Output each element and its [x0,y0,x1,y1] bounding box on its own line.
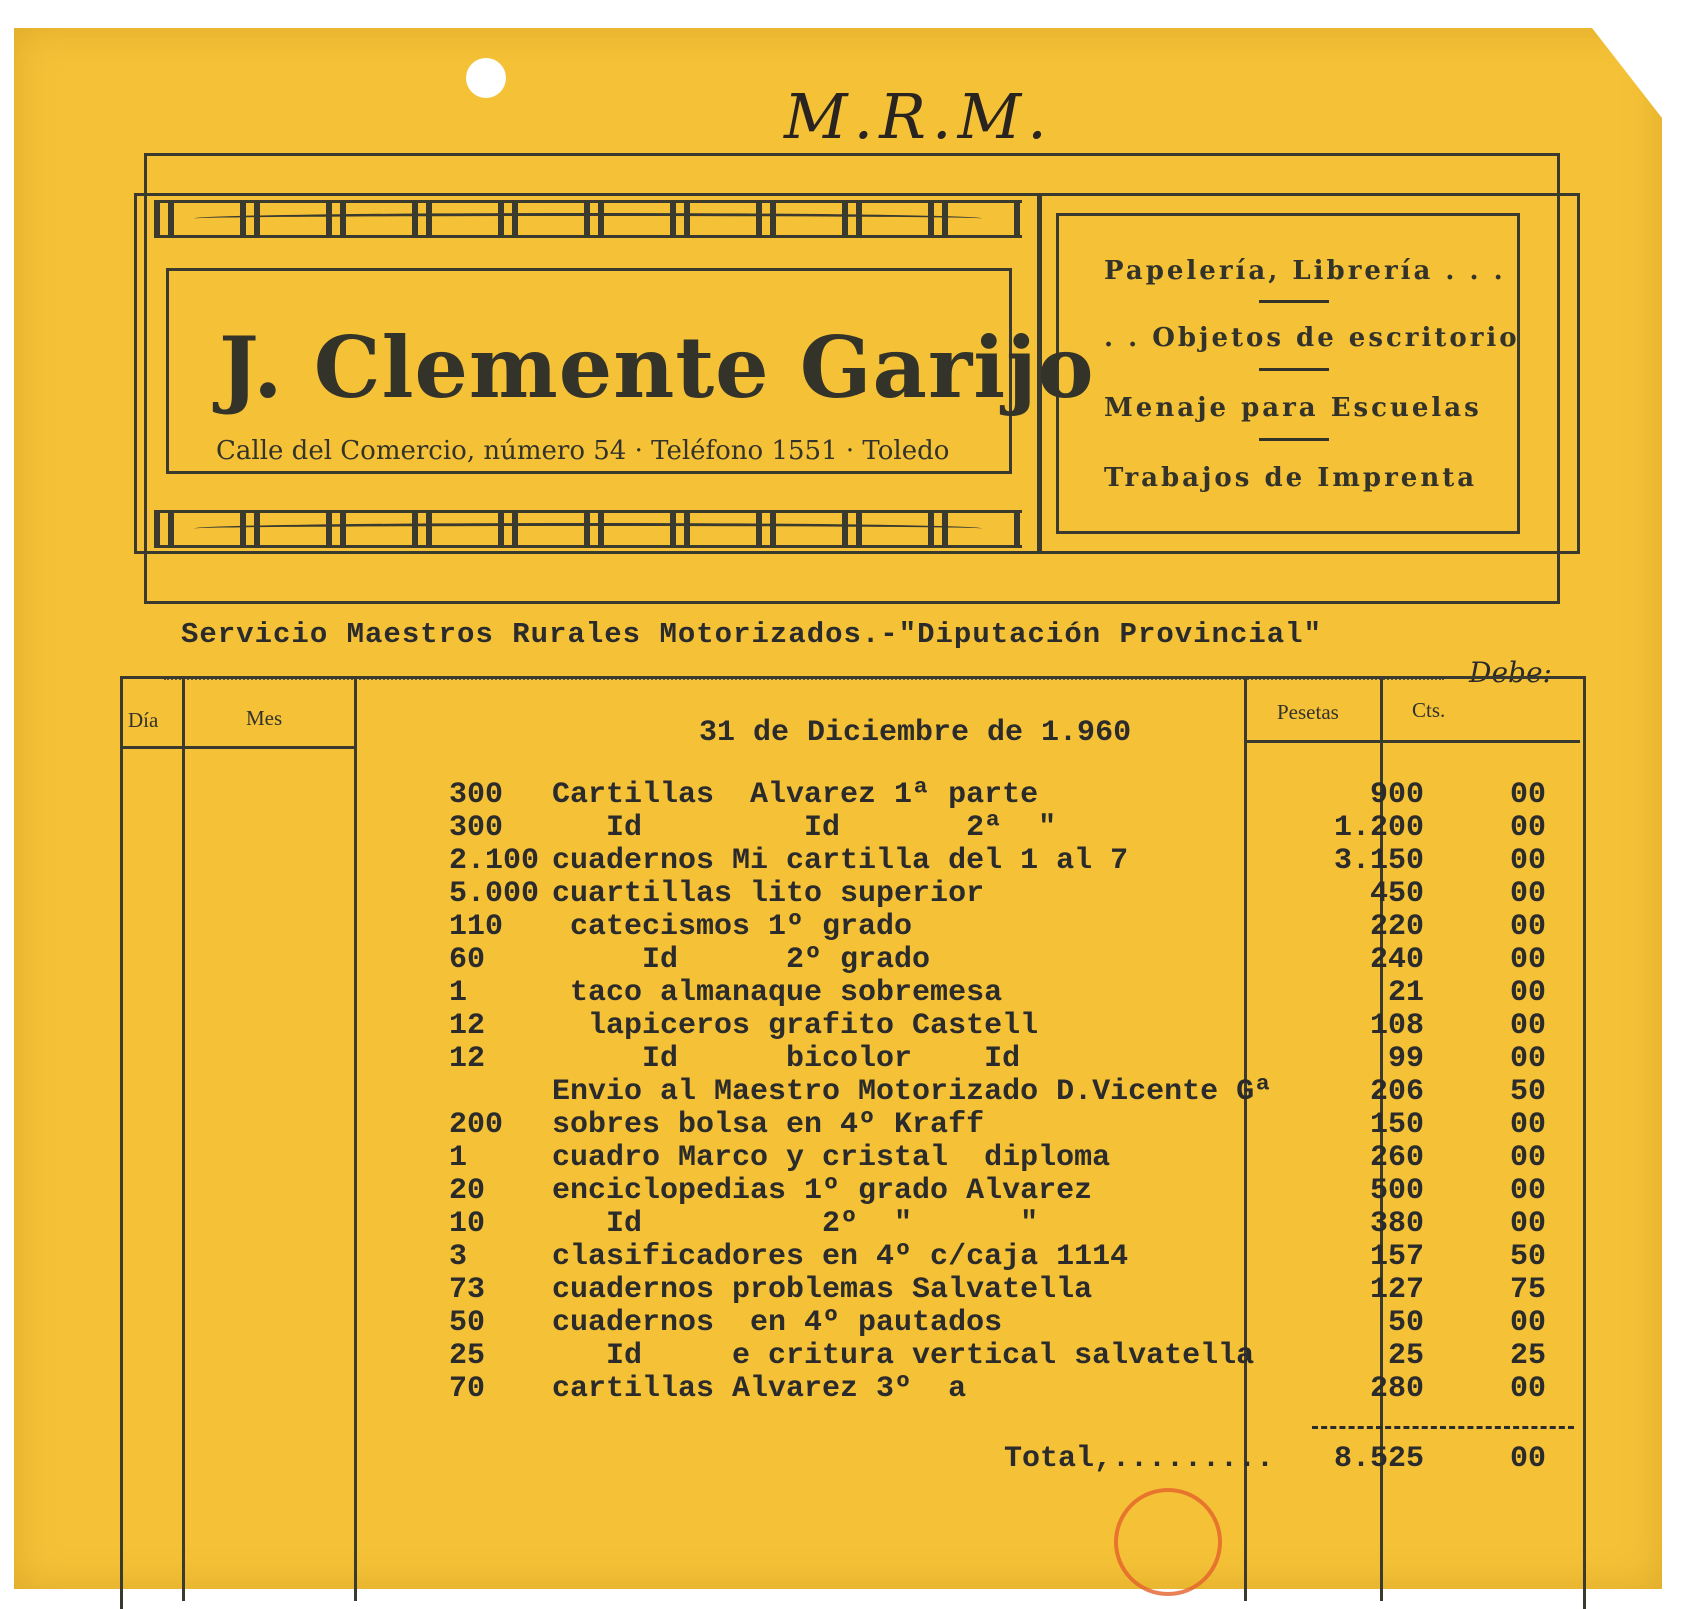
line-item [14,1009,1662,1041]
line-item [14,811,1662,843]
line-item-pesetas: 108 [1369,1009,1424,1043]
line-item-quantity: 1 [449,1141,468,1175]
line-item [14,1108,1662,1140]
line-item-pesetas: 3.150 [1333,844,1424,878]
total-label: Total,......... [1004,1442,1275,1476]
line-item-description: Id 2º " " [552,1207,1039,1241]
line-item-pesetas: 280 [1369,1372,1424,1406]
line-item [14,1240,1662,1272]
line-item-cts: 50 [1510,1075,1547,1109]
line-item-cts: 00 [1510,1141,1547,1175]
ornamental-border-top [154,200,1022,238]
line-item [14,877,1662,909]
line-item-cts: 00 [1510,877,1547,911]
line-item [14,1174,1662,1206]
service-line-2: . . Objetos de escritorio [1104,323,1520,353]
line-item-quantity: 3 [449,1240,468,1274]
line-item-description: clasificadores en 4º c/caja 1114 [552,1240,1129,1274]
line-item-description: Id bicolor Id [552,1042,1021,1076]
service-line-3: Menaje para Escuelas [1104,393,1482,423]
total-row [14,1442,1662,1474]
line-item-cts: 00 [1510,910,1547,944]
line-item-quantity: 300 [449,778,504,812]
line-item-pesetas: 206 [1369,1075,1424,1109]
line-item [14,943,1662,975]
line-item-cts: 00 [1510,1372,1547,1406]
line-item [14,1273,1662,1305]
line-item-pesetas: 1.200 [1333,811,1424,845]
client-name: Servicio Maestros Rurales Motorizados.-"Diputación Provincial" [181,618,1322,651]
ornamental-border-bottom [154,510,1022,548]
line-item-cts: 00 [1510,976,1547,1010]
line-item-quantity: 200 [449,1108,504,1142]
total-pesetas: 8.525 [1333,1442,1424,1476]
line-item-description: Id 2º grado [552,943,931,977]
service-line-1: Papelería, Librería . . . [1104,256,1506,286]
line-item-description: cuadernos en 4º pautados [552,1306,1003,1340]
line-item-pesetas: 157 [1369,1240,1424,1274]
line-item-quantity: 10 [449,1207,486,1241]
line-item-quantity: 70 [449,1372,486,1406]
line-item-description: cuadernos problemas Salvatella [552,1273,1093,1307]
line-item-pesetas: 220 [1369,910,1424,944]
line-item [14,1306,1662,1338]
column-header-pesetas: Pesetas [1277,700,1339,724]
line-item-quantity: 300 [449,811,504,845]
line-item [14,1042,1662,1074]
line-item [14,1075,1662,1107]
line-item-cts: 00 [1510,1306,1547,1340]
line-item-pesetas: 380 [1369,1207,1424,1241]
line-item-cts: 00 [1510,1009,1547,1043]
line-item [14,1141,1662,1173]
line-item-description: Cartillas Alvarez 1ª parte [552,778,1039,812]
total-rule [1312,1426,1574,1429]
column-header-mes: Mes [246,706,283,730]
line-item-pesetas: 500 [1369,1174,1424,1208]
paid-stamp-circle [1114,1488,1222,1596]
line-item-pesetas: 50 [1387,1306,1424,1340]
debe-label: Debe: [1469,656,1552,689]
line-item-description: catecismos 1º grado [552,910,913,944]
header-rule-right [1244,740,1580,743]
line-item-quantity: 50 [449,1306,486,1340]
company-address: Calle del Comercio, número 54 · Teléfono 1551 · Toledo [216,436,950,466]
line-item-cts: 75 [1510,1273,1547,1307]
line-item-quantity: 12 [449,1009,486,1043]
line-item-quantity: 25 [449,1339,486,1373]
line-item-pesetas: 450 [1369,877,1424,911]
company-name: J. Clemente Garijo [219,318,1095,417]
line-item-description: lapiceros grafito Castell [552,1009,1039,1043]
line-item-description: Id e critura vertical salvatella [552,1339,1255,1373]
invoice-paper [14,28,1662,1589]
line-item-cts: 00 [1510,1207,1547,1241]
line-item-pesetas: 127 [1369,1273,1424,1307]
line-item-quantity: 73 [449,1273,486,1307]
line-item [14,1207,1662,1239]
total-cts: 00 [1510,1442,1547,1476]
invoice-date: 31 de Diciembre de 1.960 [699,716,1132,750]
line-item-description: cuadernos Mi cartilla del 1 al 7 [552,844,1129,878]
line-item-cts: 50 [1510,1240,1547,1274]
service-line-4: Trabajos de Imprenta [1104,463,1478,493]
line-item [14,778,1662,810]
line-item-description: Envio al Maestro Motorizado D.Vicente Gª [552,1075,1273,1109]
line-item-cts: 00 [1510,943,1547,977]
line-item-quantity: 2.100 [449,844,540,878]
line-item [14,976,1662,1008]
line-item [14,844,1662,876]
line-item-quantity: 1 [449,976,468,1010]
line-item-pesetas: 150 [1369,1108,1424,1142]
line-item-cts: 00 [1510,811,1547,845]
line-item-cts: 00 [1510,778,1547,812]
line-item-cts: 00 [1510,1108,1547,1142]
torn-corner [1592,28,1662,118]
line-item-description: enciclopedias 1º grado Alvarez [552,1174,1093,1208]
line-item-quantity: 110 [449,910,504,944]
line-item [14,1339,1662,1371]
header-rule-left [120,746,357,749]
line-item-pesetas: 900 [1369,778,1424,812]
line-item-cts: 00 [1510,844,1547,878]
handwritten-annotation: M.R.M. [784,80,1053,153]
line-item-pesetas: 260 [1369,1141,1424,1175]
line-item [14,1372,1662,1404]
punch-hole [466,58,506,98]
service-separator [1259,368,1329,371]
line-item-description: cuadro Marco y cristal diploma [552,1141,1111,1175]
column-header-dia: Día [128,708,159,732]
line-item-description: Id Id 2ª " [552,811,1057,845]
line-item [14,910,1662,942]
line-item-pesetas: 21 [1387,976,1424,1010]
line-item-cts: 25 [1510,1339,1547,1373]
service-separator [1259,438,1329,441]
line-item-description: sobres bolsa en 4º Kraff [552,1108,985,1142]
line-item-quantity: 60 [449,943,486,977]
line-item-description: taco almanaque sobremesa [552,976,1003,1010]
line-item-quantity: 5.000 [449,877,540,911]
column-header-cts: Cts. [1412,698,1446,722]
line-item-pesetas: 240 [1369,943,1424,977]
service-separator [1259,300,1329,303]
line-item-pesetas: 99 [1387,1042,1424,1076]
line-item-description: cartillas Alvarez 3º a [552,1372,967,1406]
line-item-description: cuartillas lito superior [552,877,985,911]
line-item-quantity: 12 [449,1042,486,1076]
line-item-cts: 00 [1510,1042,1547,1076]
line-item-cts: 00 [1510,1174,1547,1208]
line-item-pesetas: 25 [1387,1339,1424,1373]
line-item-quantity: 20 [449,1174,486,1208]
